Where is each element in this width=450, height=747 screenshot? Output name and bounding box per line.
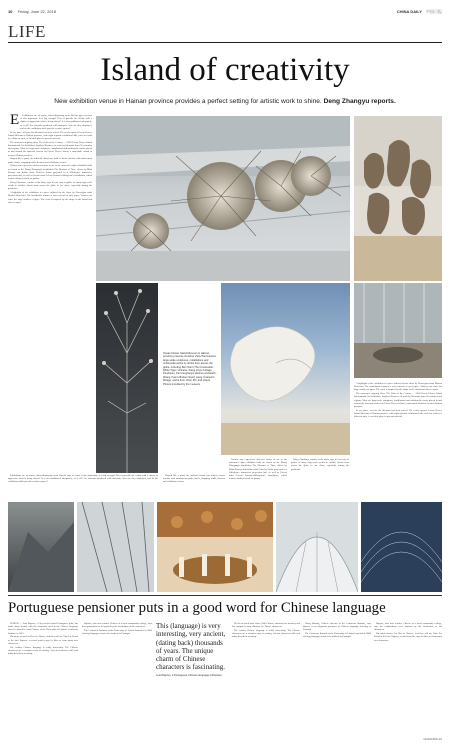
photo-strip-4 <box>276 502 358 592</box>
body-paragraph: Shaped like a pond, the artificial island was built to house tourists with amusement parks, hotels, shopping malls, theaters and exhibition centers. <box>8 157 92 164</box>
photo-tree-sculpture <box>96 283 158 473</box>
body-paragraph: Wang Chunchen, curator of the show, says it's not easy to gather so many large-scale works to exhibit. Artists from across the globe in one show, especially during the pandemic. <box>8 181 92 191</box>
photo-strip-5 <box>361 502 442 592</box>
article2-column-5 <box>374 622 442 734</box>
body-paragraph: He has devoted more than 2,000 Chinese characters to memory and has compiled a large database of Chinese characters. <box>232 622 300 629</box>
photo-strip-3 <box>157 502 273 592</box>
strip5-illustration <box>361 502 442 592</box>
body-paragraph: The museum's ongoing show, The Palm of the Century — 2018 Ocean Flower Island International Art Exhibition, displays 88 pieces of work by 84 artists from 36 countries and regions. Most are large-scale sculptures, installations and multimedia works placed in and around the museum located on Ocean Flower Island, a man-made island in western Hainan province. <box>8 140 92 157</box>
page-number: 10 <box>8 9 13 14</box>
body-paragraph: Wang Chunchen, curator of the show, says it's not easy to gather so many large-scale works to exhibit. Artists from across the globe in one show, especially during the pandemic. <box>291 458 349 471</box>
body-paragraph: Raposo, who now teaches Chinese at a local community college, says his explanations were inspired by the fascination of the characters. <box>82 622 152 629</box>
drop-cap: E <box>10 114 20 128</box>
strip2-illustration <box>77 502 154 592</box>
body-paragraph: Raposo, who now teaches Chinese at a local community college, says his explanations were inspired by the fascination of the characters. <box>374 622 442 632</box>
article-standfirst <box>0 98 450 106</box>
footer-code: CD201806-10 <box>423 737 442 741</box>
article2-column-2 <box>82 622 152 734</box>
article2-column-3 <box>232 622 300 734</box>
article1-column-left <box>8 114 92 472</box>
body-paragraph: The Confucius Institute at the University of Lisbon launched in 2008 offering language courses for students in Portugal. <box>303 632 371 639</box>
body-paragraph: E Exhibitions are, of course, about displaying work. But the type of venue is also important. Is it big enough? Does it provide the visitor with a chance to appreciate what is being shown? Is it air-conditioned adequately, or is all? For artworks produced with materials, how are they displayed, and do the exhibitions halls provide creative spaces? <box>10 114 92 130</box>
section-rule-2 <box>8 595 442 596</box>
header-bar <box>8 9 442 17</box>
strip4-illustration <box>276 502 358 592</box>
photo-figures <box>354 116 442 281</box>
pull-quote <box>156 622 228 732</box>
section-rule <box>8 42 442 43</box>
article1-column-left2 <box>8 474 158 498</box>
pull-quote-attribution: Luis Raposo, a Portuguese Chinese language enthusiast <box>156 673 222 677</box>
body-paragraph: A highlight of the exhibition is a piece tailored for the show by Norwegian artist Monica Bonvicini. The installation features a vast network of steel pipes. Visitors can sense the large number of pipes. The work is inspired by the shape of the island and offers a space. <box>8 191 92 204</box>
interior-illustration <box>354 283 442 378</box>
article-headline: Island of creativity <box>100 52 350 88</box>
masthead: CHINA DAILY <box>396 9 422 14</box>
sculpture-illustration <box>96 116 350 281</box>
section-label: LIFE <box>8 22 46 41</box>
body-paragraph: In one place, at least, the dilemma has been solved. The newly opened Ocean Flower Island Museum in Hainan province, with eight separate exhibition halls, each one built in a different style, is an ideal place to present artwork. <box>8 130 92 141</box>
body-paragraph: Shaped like a pond, the artificial island was built to house tourists with amusement parks, hotels, shopping malls, theaters and exhibition centers. <box>163 474 225 484</box>
photo-white-sculpture <box>221 283 350 455</box>
article2-headline: Portuguese pensioner puts in a good word for Chinese language <box>8 600 386 616</box>
figures-illustration <box>354 116 442 281</box>
white-sculpture-illustration <box>221 283 350 455</box>
body-paragraph: In one place, at least, the dilemma has been solved. The newly opened Ocean Flower Island Museum in Hainan province, with eight separate exhibition halls, each one built in a different style, is an ideal place to present artwork. <box>354 408 442 419</box>
body-paragraph: Wang Jinhong, Chinese director of the Confucius Institute, says Raposo is an important promoter of Chinese language teaching in Portugal. <box>303 622 371 632</box>
strip3-illustration <box>157 502 273 592</box>
body-paragraph: Visitors can experience different forms of art as the museum's eight exhibition halls are based on the Zhang Xiaogang's installation The Dreamer of Time, videos by Mika Kasuya and Italian artist Federico Solmi projected in a 360-degree immersive projection hall, as well as French artist Celeste Boursier-Mougenot's installation, which features birds perched on guitars. <box>229 458 287 481</box>
strip1-illustration <box>8 502 74 592</box>
photo-caption: Ocean Flower Island Museum in Hainan province presents its debut show that features large-scale sculptures, installations and multimedia works by artists from across the globe, including Bai Yiluo's The Crossroads: White Tiger; Chinese, Xiang Jing's Foliage Pendulum; Fan Fangfang's Heaven and Earth; Zhang Yuan's Broken Seed; Liang Yuanwei's Mirage; works from Chen Zhi, and others. Photos provided by the museum. <box>163 352 217 386</box>
byline-suffix: reports. <box>371 98 396 105</box>
body-paragraph: His name means Lui Hao in Chinese, and they call me Xiao Lu. Proud of the fact. Raposo, a retired teacher says he likes to learn many new characters. <box>374 632 442 642</box>
tree-illustration <box>96 283 158 473</box>
photo-strip-2 <box>77 502 154 592</box>
body-paragraph: The Confucius Institute at the University of Lisbon launched in 2008 offering language courses for students in Portugal. <box>82 629 152 636</box>
article1-column-mid2 <box>229 458 287 498</box>
article1-column-mid <box>163 474 225 498</box>
body-paragraph: Exhibitions are, of course, about displaying work. But the type of venue is also important. Is it big enough? Does it provide the visitor with a chance to appreciate what is being shown? Is it air-conditioned adequately, or is all? For artworks produced with materials, how are they displayed, and do the exhibitions halls provide creative spaces? <box>8 474 158 484</box>
issue-date: Friday, June 22, 2018 <box>17 9 56 14</box>
body-paragraph: The written Chinese language is really interesting. The Chinese characters are a complex form of writing. Ancient characters still used today keep their meaning. <box>232 629 300 639</box>
body-paragraph: The written Chinese language is really interesting. The Chinese characters are a complex form of writing. Ancient characters still used today keep their meaning. <box>8 645 78 656</box>
pull-quote-text: This (language) is very interesting, very ancient, (dating back) thousands of years. The unique charm of Chinese characters is fascinating. <box>156 622 226 672</box>
article2-column-4 <box>303 622 371 734</box>
article1-column-right <box>354 382 442 498</box>
masthead-cn: 中国日报 <box>426 9 442 14</box>
article1-column-mid3 <box>291 458 349 498</box>
photo-sculpture <box>96 116 350 281</box>
article2-column-1 <box>8 622 78 734</box>
standfirst-text: New exhibition venue in Hainan province provides a perfect setting for artistic work to shine. <box>54 98 322 105</box>
byline-name: Deng Zhangyu <box>323 98 370 105</box>
body-paragraph: The museum's ongoing show, The Palm of the Century — 2018 Ocean Flower Island International Art Exhibition, displays 88 pieces of work by 84 artists from 36 countries and regions. Most are large-scale sculptures, installations and multimedia works placed in and around the museum located on Ocean Flower Island, a man-made island in western Hainan province. <box>354 392 442 409</box>
photo-interior <box>354 283 442 378</box>
body-paragraph: His name means Lui Hao in Chinese, and they call me Xiao Lu. Proud of the fact. Raposo, a retired teacher says he likes to learn many new characters. <box>8 635 78 645</box>
photo-strip-1 <box>8 502 74 592</box>
body-paragraph: Visitors can experience different forms of art as the museum's eight exhibition halls are based on the Zhang Xiaogang's installation The Dreamer of Time, videos by Mika Kasuya and Italian artist Federico Solmi projected in a 360-degree immersive projection hall, as well as French artist Celeste Boursier-Mougenot's installation, which features birds perched on guitars. <box>8 164 92 181</box>
body-paragraph: LISBON — Luis Raposo, a 74-year-old retired Portuguese pilot, has made many friends with the characters used in the Chinese language since he started to learn Chinese at the University of Lisbon's Confucius Institute in 2015. <box>8 622 78 635</box>
body-paragraph: A highlight of the exhibition is a piece tailored for the show by Norwegian artist Monica Bonvicini. The installation features a vast network of steel pipes. Visitors can sense the large number of pipes. The work is inspired by the shape of the island and offers a space. <box>354 382 442 392</box>
